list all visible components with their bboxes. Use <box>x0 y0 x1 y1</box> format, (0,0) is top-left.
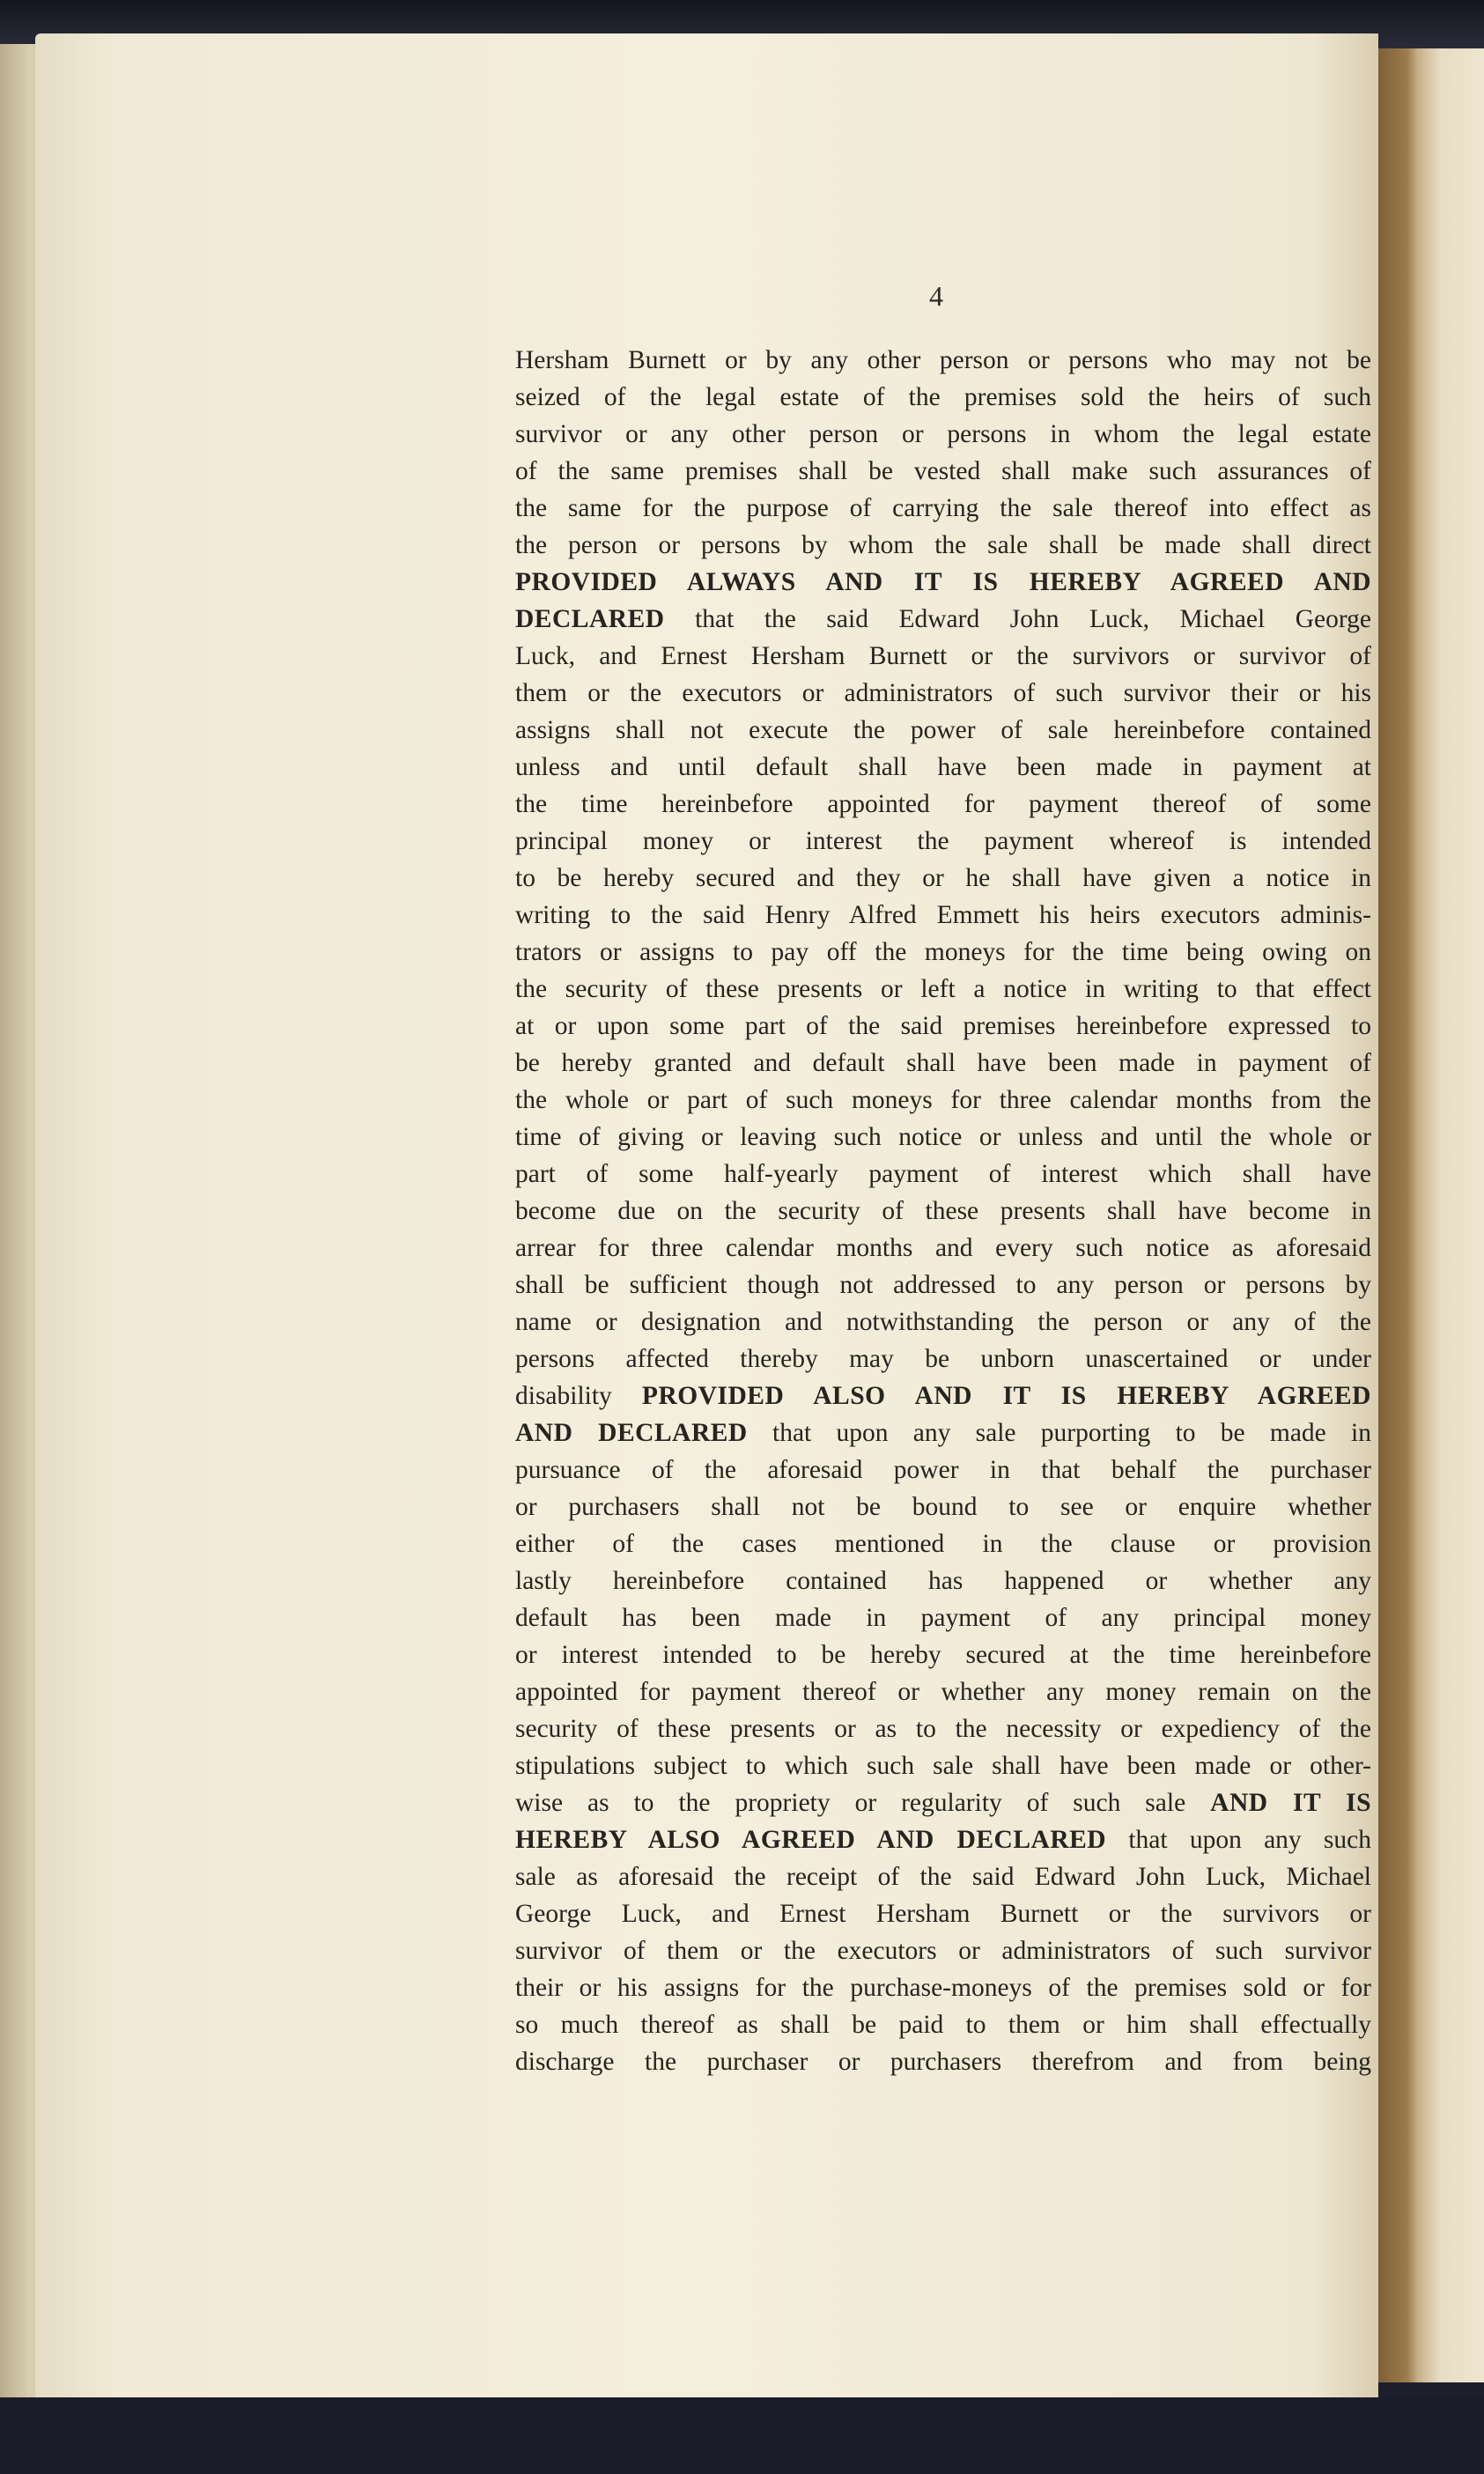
text-line: George Luck, and Ernest Hersham Burnett or the survivors or <box>515 1900 1371 1928</box>
text-line: to be hereby secured and they or he shall have given a notice in <box>515 864 1371 892</box>
text-line: the time hereinbefore appointed for payment thereof of some <box>515 790 1371 818</box>
text-line: HEREBY ALSO AGREED AND DECLARED that upon any such <box>515 1826 1371 1854</box>
text-line: pursuance of the aforesaid power in that behalf the purchaser <box>515 1456 1371 1484</box>
text-line: sale as aforesaid the receipt of the said Edward John Luck, Michael <box>515 1863 1371 1891</box>
text-line: assigns shall not execute the power of sale hereinbefore contained <box>515 716 1371 744</box>
text-line: them or the executors or administrators of such survivor their or his <box>515 679 1371 707</box>
text-line: writing to the said Henry Alfred Emmett his heirs executors adminis- <box>515 901 1371 929</box>
text-line: AND DECLARED that upon any sale purporting to be made in <box>515 1419 1371 1447</box>
text-line: arrear for three calendar months and every such notice as aforesaid <box>515 1234 1371 1262</box>
text-line: time of giving or leaving such notice or unless and until the whole or <box>515 1123 1371 1151</box>
text-line: discharge the purchaser or purchasers therefrom and from being <box>515 2048 1371 2076</box>
page-number: 4 <box>929 280 943 312</box>
text-line: default has been made in payment of any principal money <box>515 1604 1371 1632</box>
text-line: survivor of them or the executors or administrators of such survivor <box>515 1937 1371 1965</box>
text-line: wise as to the propriety or regularity of such sale AND IT IS <box>515 1789 1371 1817</box>
text-line: survivor or any other person or persons in whom the legal estate <box>515 420 1371 448</box>
text-line: trators or assigns to pay off the moneys for the time being owing on <box>515 938 1371 966</box>
text-line: Hersham Burnett or by any other person or persons who may not be <box>515 346 1371 374</box>
text-line: the whole or part of such moneys for three calendar months from the <box>515 1086 1371 1114</box>
text-line: the security of these presents or left a notice in writing to that effect <box>515 975 1371 1003</box>
text-line: part of some half-yearly payment of interest which shall have <box>515 1160 1371 1188</box>
text-line: of the same premises shall be vested shall make such assurances of <box>515 457 1371 485</box>
text-line: Luck, and Ernest Hersham Burnett or the survivors or survivor of <box>515 642 1371 670</box>
text-line: disability PROVIDED ALSO AND IT IS HEREBY AGREED <box>515 1382 1371 1410</box>
text-line: stipulations subject to which such sale shall have been made or other- <box>515 1752 1371 1780</box>
text-line: unless and until default shall have been made in payment at <box>515 753 1371 781</box>
text-line: become due on the security of these presents shall have become in <box>515 1197 1371 1225</box>
facing-page <box>1374 48 1484 2382</box>
text-line: persons affected thereby may be unborn unascertained or under <box>515 1345 1371 1373</box>
text-line: the person or persons by whom the sale shall be made shall direct <box>515 531 1371 559</box>
text-line: lastly hereinbefore contained has happened or whether any <box>515 1567 1371 1595</box>
text-line: or interest intended to be hereby secured at the time hereinbefore <box>515 1641 1371 1669</box>
text-line: the same for the purpose of carrying the sale thereof into effect as <box>515 494 1371 522</box>
text-line: or purchasers shall not be bound to see or enquire whether <box>515 1493 1371 1521</box>
text-line: shall be sufficient though not addressed to any person or persons by <box>515 1271 1371 1299</box>
text-line: their or his assigns for the purchase-moneys of the premises sold or for <box>515 1974 1371 2002</box>
text-line: DECLARED that the said Edward John Luck, Michael George <box>515 605 1371 633</box>
text-line: PROVIDED ALWAYS AND IT IS HEREBY AGREED AND <box>515 568 1371 596</box>
text-line: be hereby granted and default shall have been made in payment of <box>515 1049 1371 1077</box>
text-line: either of the cases mentioned in the clause or provision <box>515 1530 1371 1558</box>
text-line: security of these presents or as to the necessity or expediency of the <box>515 1715 1371 1743</box>
body-text <box>515 342 1371 2080</box>
text-line: so much thereof as shall be paid to them or him shall effectually <box>515 2011 1371 2039</box>
text-line: at or upon some part of the said premises hereinbefore expressed to <box>515 1012 1371 1040</box>
text-line: name or designation and notwithstanding the person or any of the <box>515 1308 1371 1336</box>
text-line: seized of the legal estate of the premises sold the heirs of such <box>515 383 1371 411</box>
text-line: principal money or interest the payment whereof is intended <box>515 827 1371 855</box>
scanner-background-bottom <box>0 2397 1484 2474</box>
text-line: appointed for payment thereof or whether any money remain on the <box>515 1678 1371 1706</box>
